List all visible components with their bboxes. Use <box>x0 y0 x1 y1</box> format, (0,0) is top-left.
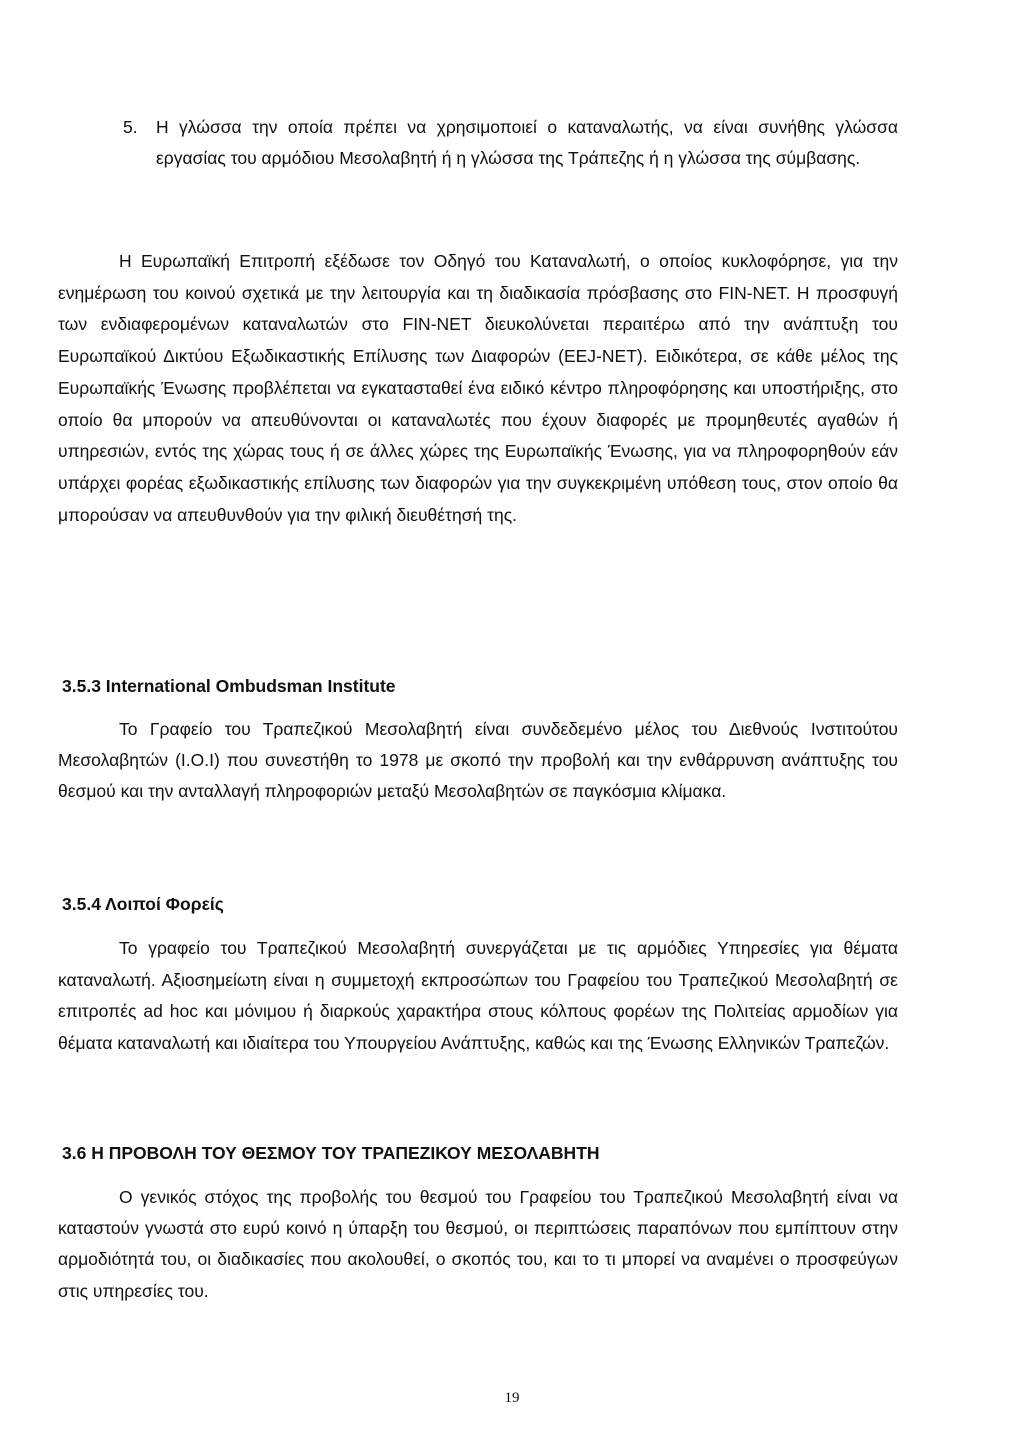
section-heading-promotion: 3.6 Η ΠΡΟΒΟΛΗ ΤΟΥ ΘΕΣΜΟΥ ΤΟΥ ΤΡΑΠΕΖΙΚΟΥ ΜΕΣΟΛΑΒΗΤΗ <box>62 1143 600 1163</box>
list-item-5 <box>123 112 898 174</box>
page-number: 19 <box>504 1390 520 1406</box>
list-item-text: Η γλώσσα την οποία πρέπει να χρησιμοποιεί ο καταναλωτής, να είναι συνήθης γλώσσα εργασίας του αρμόδιου Μεσολαβητή ή η γλώσσα της Τράπεζης ή η γλώσσα της σύμβασης. <box>156 117 898 168</box>
paragraph-other-bodies: Το γραφείο του Τραπεζικού Μεσολαβητή συνεργάζεται με τις αρμόδιες Υπηρεσίες για θέματα καταναλωτή. Αξιοσημείωτη είναι η συμμετοχή εκπροσώπων του Γραφείου του Τραπεζικού Μεσολαβητή σε επιτροπές ad hoc και μόνιμου ή διαρκούς χαρακτήρα στους κόλπους φορέων της Πολιτείας αρμοδίων για θέματα καταναλωτή και ιδιαίτερα του Υπουργείου Ανάπτυξης, καθώς και της Ένωσης Ελληνικών Τραπεζών. <box>58 938 898 1053</box>
paragraph-promotion: Ο γενικός στόχος της προβολής του θεσμού του Γραφείου του Τραπεζικού Μεσολαβητή είναι να καταστούν γνωστά στο ευρύ κοινό η ύπαρξη του θεσμού, οι περιπτώσεις παραπόνων που εμπίπτουν στην αρμοδιότητά του, οι διαδικασίες που ακολουθεί, ο σκοπός του, και το τι μπορεί να αναμένει ο προσφεύγων στις υπηρεσίες του. <box>58 1187 898 1301</box>
paragraph-fin-net: Η Ευρωπαϊκή Επιτροπή εξέδωσε τον Οδηγό του Καταναλωτή, ο οποίος κυκλοφόρησε, για την ενημέρωση του κοινού σχετικά με την λειτουργία και τη διαδικασία πρόσβασης στο FIN-NET. Η προσφυγή των ενδιαφερομένων καταναλωτών στο FIN-NET διευκολύνεται περαιτέρω από την ανάπτυξη του Ευρωπαϊκού Δικτύου Εξωδικαστικής Επίλυσης των Διαφορών (EEJ-NET). Ειδικότερα, σε κάθε μέλος της Ευρωπαϊκής Ένωσης προβλέπεται να εγκατασταθεί ένα ειδικό κέντρο πληροφόρησης και υποστήριξης, στο οποίο θα μπορούν να απευθύνονται οι καταναλωτές που έχουν διαφορές με προμηθευτές αγαθών ή υπηρεσιών, εντός της χώρας τους ή σε άλλες χώρες της Ευρωπαϊκής Ένωσης, για να πληροφορηθούν εάν υπάρχει φορέας εξωδικαστικής επίλυσης των διαφορών για την συγκεκριμένη υπόθεση τους, στον οποίο θα μπορούσαν να απευθυνθούν για την φιλική διευθέτησή της. <box>58 251 898 525</box>
section-heading-ombudsman-institute: 3.5.3 International Ombudsman Institute <box>62 676 396 696</box>
section-heading-other-bodies: 3.5.4 Λοιποί Φορείς <box>62 894 224 914</box>
paragraph-ombudsman-institute: Το Γραφείο του Τραπεζικού Μεσολαβητή είναι συνδεδεμένο μέλος του Διεθνούς Ινστιτούτου Μεσολαβητών (I.O.I) που συνεστήθη το 1978 με σκοπό την προβολή και την ενθάρρυνση ανάπτυξης του θεσμού και την ανταλλαγή πληροφοριών μεταξύ Μεσολαβητών σε παγκόσμια κλίμακα. <box>58 719 898 801</box>
list-item-number: 5. <box>123 117 138 137</box>
